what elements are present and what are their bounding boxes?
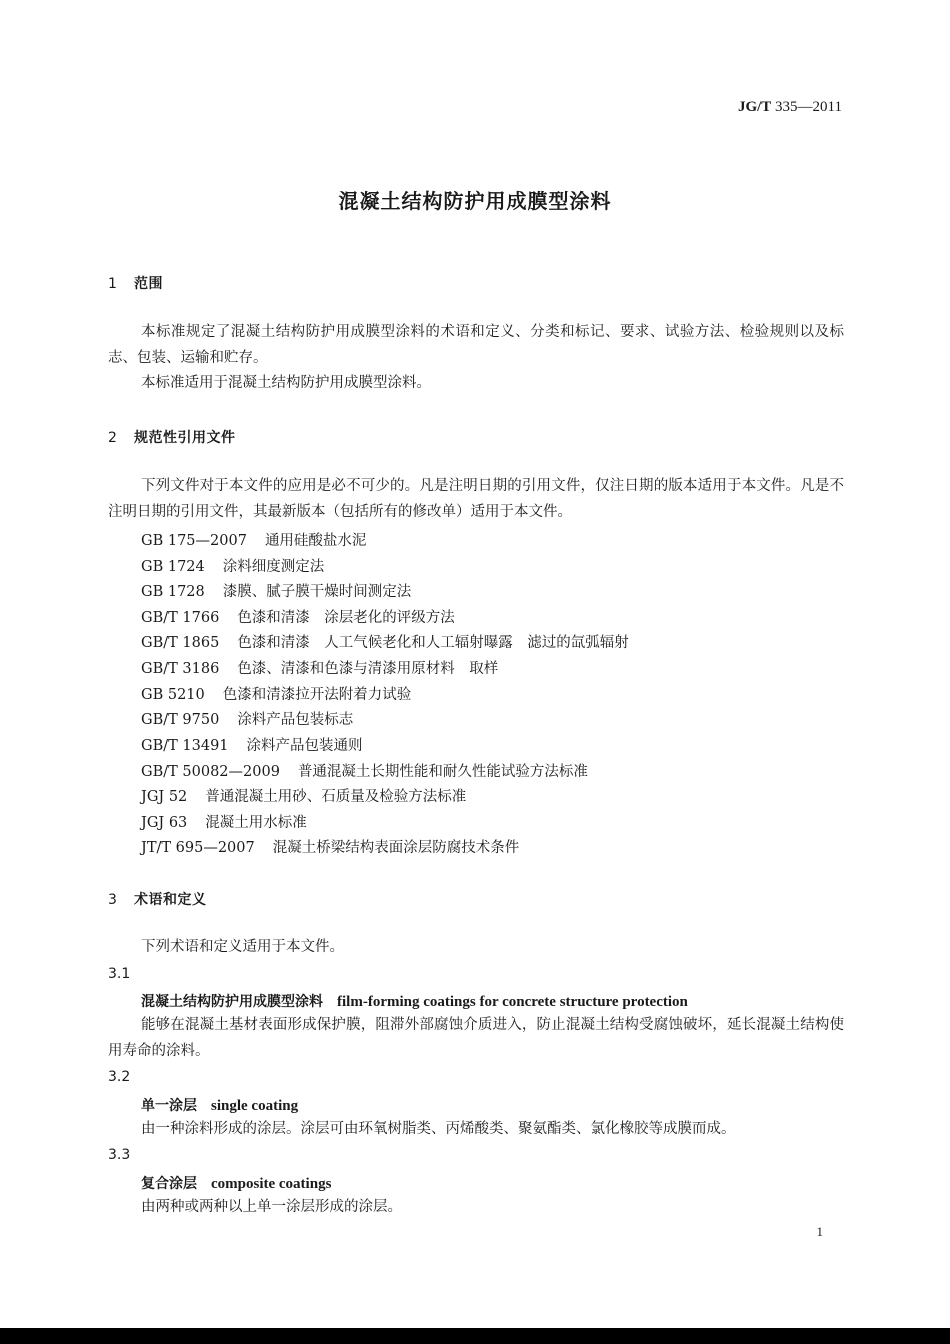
term-heading [141,1173,331,1193]
reference-item [141,708,353,729]
reference-title: 普通混凝土用砂、石质量及检验方法标准 [205,789,467,805]
standard-code-number: 335—2011 [775,99,842,115]
reference-title: 涂料产品包装标志 [237,712,354,728]
section-1-paragraph-2: 本标准适用于混凝土结构防护用成膜型涂料。 [141,375,431,391]
page-bottom-bar [0,1328,950,1344]
term-heading [141,1095,298,1115]
reference-code: GB 5210 [141,687,205,703]
reference-item [141,529,366,550]
reference-code: JGJ 52 [141,789,188,805]
reference-title: 涂料细度测定法 [222,559,325,575]
term-zh: 混凝土结构防护用成膜型涂料 [141,994,323,1010]
reference-code: GB/T 50082—2009 [141,764,280,780]
section-1-heading [108,273,163,293]
term-zh: 单一涂层 [141,1098,197,1114]
reference-code: GB/T 9750 [141,712,220,728]
reference-title: 混凝土桥梁结构表面涂层防腐技术条件 [272,840,520,856]
section-1-paragraph-1: 本标准规定了混凝土结构防护用成膜型涂料的术语和定义、分类和标记、要求、试验方法、检验规则以及标志、包装、运输和贮存。 [108,324,844,366]
reference-code: GB 1728 [141,584,205,600]
document-title: 混凝土结构防护用成膜型涂料 [338,189,612,213]
standard-code-prefix: JG/T [737,99,772,115]
term-definition: 能够在混凝土基材表面形成保护膜，阻滞外部腐蚀介质进入，防止混凝土结构受腐蚀破坏，延长混凝土结构使用寿命的涂料。 [108,1017,844,1059]
section-number: 2 [108,430,118,446]
term-definition: 由两种或两种以上单一涂层形成的涂层。 [141,1199,402,1215]
reference-title: 色漆和清漆 涂层老化的评级方法 [237,610,455,626]
term-number: 3.1 [108,966,131,982]
reference-code: JT/T 695—2007 [141,840,255,856]
reference-item [141,811,307,832]
reference-title: 色漆和清漆拉开法附着力试验 [222,687,412,703]
section-title: 术语和定义 [134,892,207,908]
section-title: 范围 [134,276,163,292]
reference-item [141,734,363,755]
term-en: single coating [211,1098,299,1114]
reference-title: 色漆、清漆和色漆与清漆用原材料 取样 [237,661,499,677]
reference-code: GB/T 1766 [141,610,220,626]
page-number: 1 [816,1224,823,1239]
reference-title: 色漆和清漆 人工气候老化和人工辐射曝露 滤过的氙弧辐射 [237,635,629,651]
reference-item [141,760,588,781]
reference-item [141,683,411,704]
reference-code: JGJ 63 [141,815,188,831]
reference-title: 通用硅酸盐水泥 [264,533,367,549]
reference-code: GB/T 3186 [141,661,220,677]
term-number: 3.2 [108,1069,131,1085]
section-3-heading [108,889,207,909]
reference-item [141,631,629,652]
section-title: 规范性引用文件 [134,430,236,446]
term-heading [141,991,688,1011]
section-2-intro: 下列文件对于本文件的应用是必不可少的。凡是注明日期的引用文件，仅注日期的版本适用于本文件。凡是不注明日期的引用文件，其最新版本（包括所有的修改单）适用于本文件。 [108,478,844,520]
reference-item [141,657,498,678]
reference-title: 涂料产品包装通则 [246,738,363,754]
reference-item [141,836,519,857]
reference-title: 混凝土用水标准 [205,815,307,831]
standard-code [738,99,842,116]
reference-title: 漆膜、腻子膜干燥时间测定法 [222,584,412,600]
section-number: 1 [108,276,118,292]
reference-item [141,785,466,806]
reference-code: GB 1724 [141,559,205,575]
reference-item [141,580,411,601]
section-3-intro: 下列术语和定义适用于本文件。 [141,939,344,955]
reference-title: 普通混凝土长期性能和耐久性能试验方法标准 [297,764,588,780]
reference-code: GB/T 13491 [141,738,229,754]
term-en: composite coatings [211,1176,332,1192]
reference-code: GB/T 1865 [141,635,220,651]
section-number: 3 [108,892,118,908]
section-2-heading [108,427,236,447]
term-en: film-forming coatings for concrete structure protection [337,994,688,1010]
term-definition: 由一种涂料形成的涂层。涂层可由环氧树脂类、丙烯酸类、聚氨酯类、氯化橡胶等成膜而成。 [141,1121,736,1137]
term-number: 3.3 [108,1147,131,1163]
reference-code: GB 175—2007 [141,533,247,549]
reference-item [141,555,324,576]
term-zh: 复合涂层 [141,1176,197,1192]
reference-item [141,606,455,627]
